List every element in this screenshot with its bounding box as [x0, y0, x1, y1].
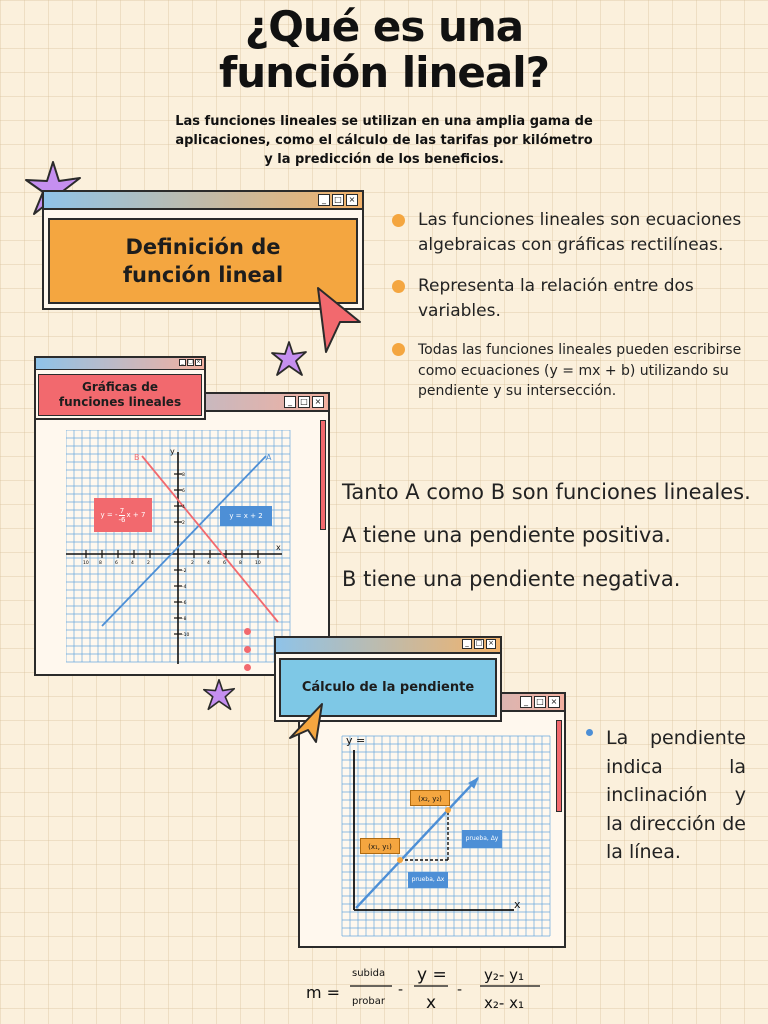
cursor-arrow-icon [286, 700, 330, 746]
graphs-title: Gráficas de funciones lineales [38, 374, 202, 416]
y-tick-label: 4 [182, 505, 185, 510]
sparkle-star-icon [270, 340, 308, 378]
statement-3: B tiene una pendiente negativa. [342, 567, 681, 591]
y-tick-label: -4 [182, 585, 187, 590]
formula-rise: subida [352, 968, 386, 979]
x-tick-label: 6 [223, 561, 226, 566]
window-maximize-icon[interactable]: □ [298, 396, 310, 408]
window-close-icon[interactable]: × [196, 359, 201, 365]
slope-description: La pendiente indica la inclinación y la dirección de la línea. [586, 724, 746, 867]
x-tick-label: 4 [131, 561, 134, 566]
cursor-arrow-icon [312, 284, 364, 356]
delta-x-label: prueba, Δx [408, 872, 448, 888]
formula-dash-1: - [398, 982, 404, 998]
label-a: A [266, 453, 272, 462]
window-maximize-icon[interactable]: □ [188, 359, 193, 365]
axis-y-label: y = [346, 734, 366, 747]
statement-2: A tiene una pendiente positiva. [342, 523, 671, 547]
decorative-dot [244, 664, 251, 671]
statement-1: Tanto A como B son funciones lineales. [342, 480, 751, 504]
x-tick-label: 8 [99, 561, 102, 566]
sparkle-star-icon [202, 678, 236, 712]
window-close-icon[interactable]: × [548, 696, 560, 708]
window-close-icon[interactable]: × [346, 194, 358, 206]
slope-graph-window [298, 692, 566, 948]
definition-line-1: Definición de [125, 235, 281, 259]
formula-denominator: x₂- x₁ [484, 994, 524, 1012]
x-tick-label: 6 [115, 561, 118, 566]
definition-bullets [392, 208, 752, 402]
bullet-dot-icon [392, 214, 405, 227]
formula-y: y = [417, 965, 447, 985]
window-titlebar [36, 358, 204, 370]
window-maximize-icon[interactable]: □ [332, 194, 344, 206]
bullet-item: Las funciones lineales son ecuaciones algebraicas con gráficas rectilíneas. [392, 208, 752, 258]
window-titlebar [44, 192, 362, 210]
axis-y-label: y [170, 447, 175, 456]
point-2-label: (x₂, y₂) [410, 790, 450, 806]
y-tick-label: -2 [182, 569, 187, 574]
window-minimize-icon[interactable]: _ [179, 359, 186, 366]
point-1-label: (x₁, y₁) [360, 838, 400, 854]
point-1 [397, 857, 403, 863]
formula-dash-2: - [457, 982, 463, 998]
delta-y-label: prueba, Δy [462, 830, 502, 848]
formula-numerator: y₂- y₁ [484, 966, 524, 984]
formula-m: m = [306, 983, 341, 1002]
window-titlebar [276, 638, 500, 654]
equation-b-label: y = - 7 -6 x + 7 [94, 498, 152, 532]
y-tick-label: 6 [182, 489, 185, 494]
intro-text: Las funciones lineales se utilizan en una amplia gama de aplicaciones, como el cálculo de las tarifas por kilómetro y la predicción de los beneficios. [175, 114, 593, 167]
x-tick-label: 8 [239, 561, 242, 566]
x-tick-label: 10 [255, 561, 261, 566]
y-tick-label: -10 [182, 633, 190, 638]
x-tick-label: 4 [207, 561, 210, 566]
title-line-2: función lineal? [218, 48, 550, 97]
window-minimize-icon[interactable]: _ [318, 194, 330, 206]
x-tick-label: 10 [83, 561, 89, 566]
x-tick-label: 2 [191, 561, 194, 566]
bullet-dot-icon [392, 280, 405, 293]
window-minimize-icon[interactable]: _ [520, 696, 532, 708]
definition-line-2: función lineal [122, 263, 284, 287]
slope-formula [300, 960, 560, 1020]
bullet-item: Todas las funciones lineales pueden escribirse como ecuaciones (y = mx + b) utilizando su pendiente y su intersección. [392, 340, 752, 402]
window-scrollbar[interactable] [320, 420, 326, 530]
y-tick-label: -6 [182, 601, 187, 606]
slope-title: Cálculo de la pendiente [279, 658, 497, 717]
window-close-icon[interactable]: × [486, 639, 496, 649]
window-maximize-icon[interactable]: □ [475, 639, 483, 647]
slope-coordinate-plane [338, 732, 558, 942]
decorative-dot [244, 628, 251, 635]
formula-x: x [426, 993, 437, 1013]
x-tick-label: 2 [147, 561, 150, 566]
y-tick-label: -8 [182, 617, 187, 622]
window-maximize-icon[interactable]: □ [534, 696, 546, 708]
bullet-dot-icon [586, 729, 593, 736]
axis-x-label: x [276, 543, 281, 552]
coordinate-plane [66, 430, 294, 664]
point-2 [445, 807, 451, 813]
axis-x-label: x [514, 898, 521, 911]
bullet-item: Representa la relación entre dos variables. [392, 274, 752, 324]
title-line-1: ¿Qué es una [244, 2, 524, 51]
graphs-title-window [34, 356, 206, 420]
formula-run: probar [352, 996, 385, 1007]
window-minimize-icon[interactable]: _ [462, 639, 472, 649]
y-tick-label: 8 [182, 473, 185, 478]
label-b: B [134, 453, 140, 462]
page-title [0, 4, 768, 96]
bullet-dot-icon [392, 343, 405, 356]
graphs-window [34, 392, 330, 676]
window-minimize-icon[interactable]: _ [284, 396, 296, 408]
y-tick-label: 2 [182, 521, 185, 526]
decorative-dot [244, 646, 251, 653]
equation-a-label: y = x + 2 [220, 506, 272, 526]
window-close-icon[interactable]: × [312, 396, 324, 408]
